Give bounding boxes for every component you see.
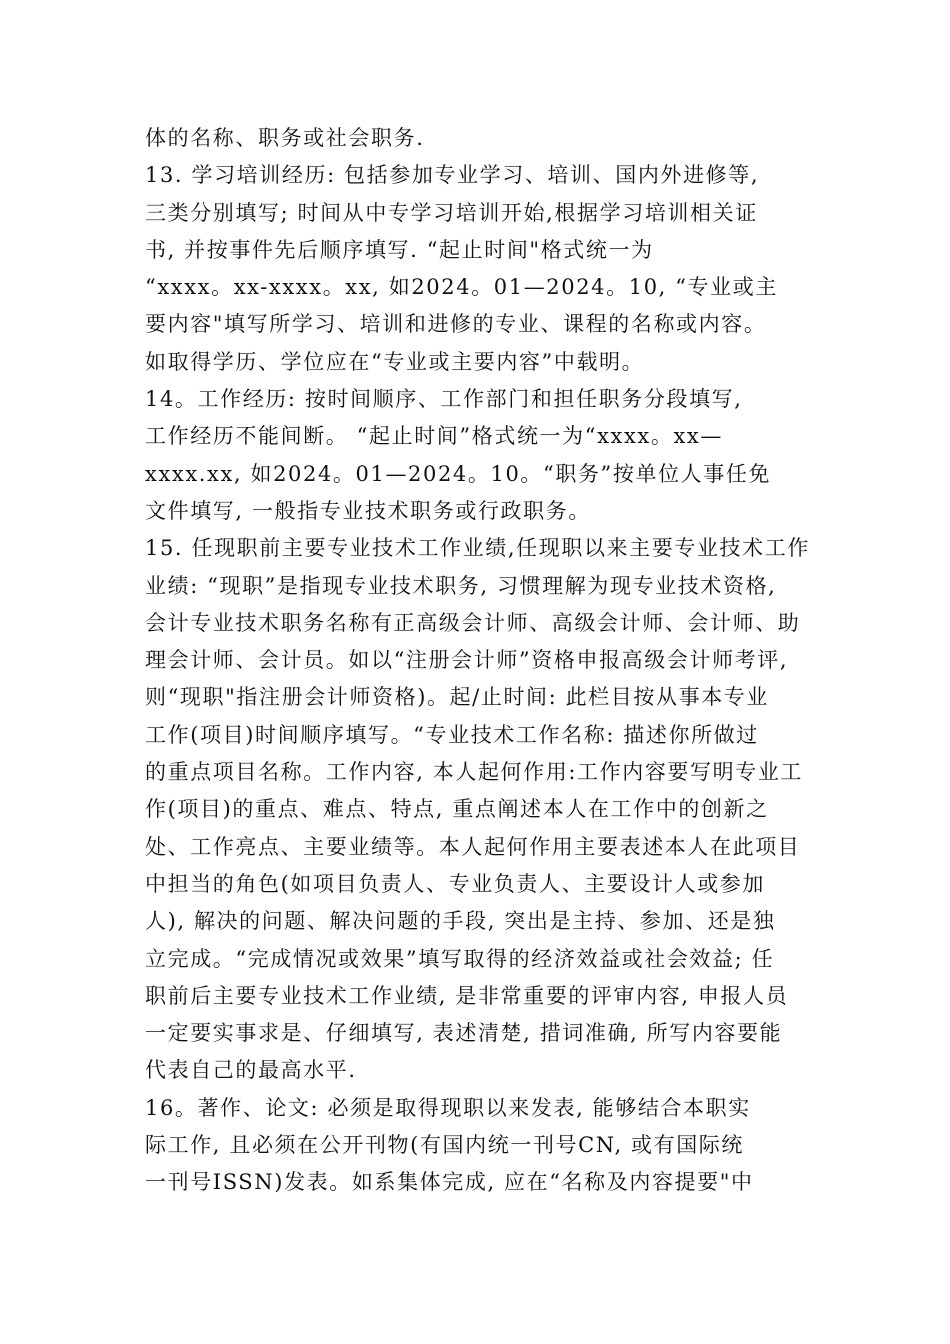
- text-line: 作(项目)的重点、难点、特点, 重点阐述本人在工作中的创新之: [145, 797, 769, 822]
- text-line: 要内容"填写所学习、培训和进修的专业、课程的名称或内容。: [145, 312, 767, 337]
- text-line: 三类分别填写; 时间从中专学习培训开始,根据学习培训相关证: [145, 200, 758, 225]
- text-line: 工作经历不能间断。 “起止时间”格式统一为“xxxx。xx—: [145, 424, 723, 449]
- text-line: 书, 并按事件先后顺序填写. “起止时间"格式统一为: [145, 237, 654, 262]
- text-line: 则“现职"指注册会计师资格)。起/止时间: 此栏目按从事本专业: [145, 685, 770, 710]
- text-line: 的重点项目名称。工作内容, 本人起何作用:工作内容要写明专业工: [145, 760, 804, 785]
- text-line: 职前后主要专业技术工作业绩, 是非常重要的评审内容, 申报人员: [145, 983, 789, 1008]
- text-line: 会计专业技术职务名称有正高级会计师、高级会计师、会计师、助: [145, 610, 801, 635]
- text-line: 业绩: “现职”是指现专业技术职务, 习惯理解为现专业技术资格,: [145, 573, 777, 598]
- text-line: “xxxx。xx-xxxx。xx, 如2024。01—2024。10, “专业或主: [145, 275, 778, 300]
- text-line: 处、工作亮点、主要业绩等。本人起何作用主要表述本人在此项目: [145, 834, 801, 859]
- text-line: 16。著作、论文: 必须是取得现职以来发表, 能够结合本职实: [145, 1095, 751, 1120]
- text-line: xxxx.xx, 如2024。01—2024。10。“职务”按单位人事任免: [145, 461, 772, 486]
- text-line: 一定要实事求是、仔细填写, 表述清楚, 措词准确, 所写内容要能: [145, 1021, 783, 1046]
- text-line: 体的名称、职务或社会职务.: [145, 126, 425, 150]
- text-line: 15. 任现职前主要专业技术工作业绩,任现职以来主要专业技术工作: [145, 536, 810, 561]
- text-line: 际工作, 且必须在公开刊物(有国内统一刊号CN, 或有国际统: [145, 1133, 744, 1158]
- text-line: 工作(项目)时间顺序填写。“专业技术工作名称: 描述你所做过: [145, 722, 759, 747]
- text-line: 13. 学习培训经历: 包括参加专业学习、培训、国内外进修等,: [145, 163, 760, 188]
- document-body: [145, 120, 825, 1202]
- text-line: 理会计师、会计员。如以“注册会计师”资格申报高级会计师考评,: [145, 648, 789, 673]
- text-line: 文件填写, 一般指专业技术职务或行政职务。: [145, 498, 591, 523]
- text-line: 一刊号ISSN)发表。如系集体完成, 应在“名称及内容提要"中: [145, 1170, 754, 1195]
- text-line: 代表自己的最高水平.: [145, 1058, 357, 1083]
- text-line: 中担当的角色(如项目负责人、专业负责人、主要设计人或参加: [145, 871, 765, 896]
- text-line: 立完成。“完成情况或效果”填写取得的经济效益或社会效益; 任: [145, 946, 775, 971]
- text-line: 14。工作经历: 按时间顺序、工作部门和担任职务分段填写,: [145, 387, 743, 412]
- text-line: 如取得学历、学位应在“专业或主要内容”中载明。: [145, 349, 645, 374]
- text-line: 人), 解决的问题、解决问题的手段, 突出是主持、参加、还是独: [145, 909, 776, 934]
